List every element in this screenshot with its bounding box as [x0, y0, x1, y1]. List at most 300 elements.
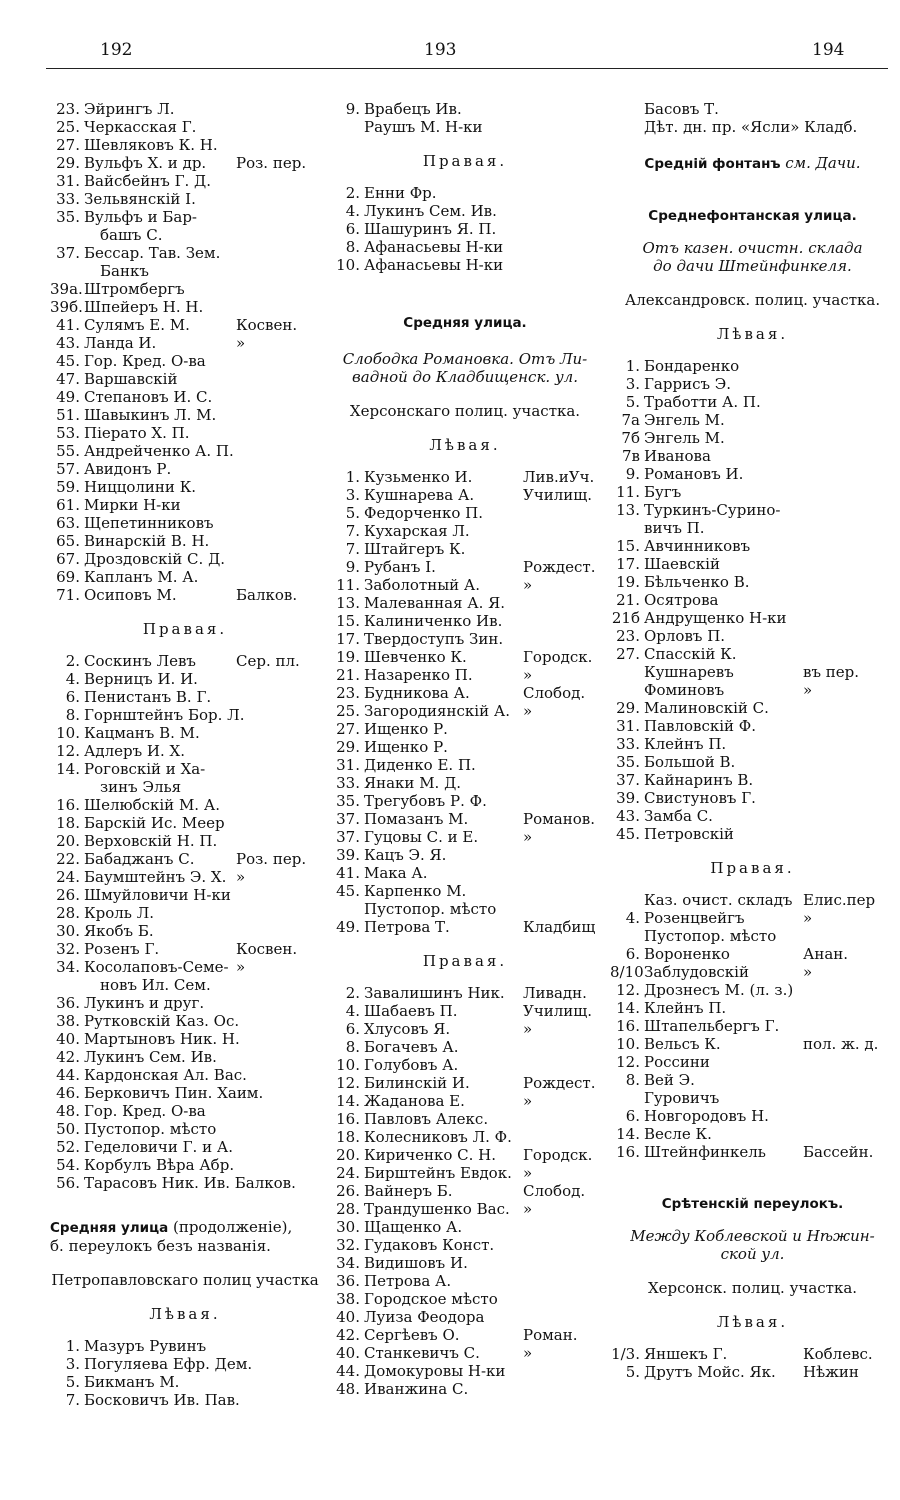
resident-name: Фоминовъ — [644, 681, 725, 699]
description-line: Слободка Романовка. Отъ Ли- — [342, 350, 588, 368]
resident-name: Кацъ Э. Я. — [364, 846, 447, 864]
listing-row — [330, 558, 600, 576]
resident-name: Гуровичъ — [644, 1089, 720, 1107]
page-number-right: 194 — [812, 40, 845, 60]
house-number: 4. — [345, 1002, 360, 1020]
house-number: 5. — [345, 504, 360, 522]
listing-row — [330, 1056, 600, 1074]
house-number: 5. — [625, 393, 640, 411]
street-heading — [50, 1218, 320, 1237]
resident-name: Помазанъ М. — [364, 810, 469, 828]
listing-row — [50, 208, 320, 226]
listing-row — [330, 1290, 600, 1308]
resident-name: Штапельбергъ Г. — [644, 1017, 780, 1035]
resident-name: Бикманъ М. — [84, 1373, 180, 1391]
listing-row — [330, 540, 600, 558]
location-note: » — [523, 1020, 533, 1038]
listing-row — [330, 756, 600, 774]
side-heading: Лѣвая. — [716, 1313, 789, 1331]
listing-row — [330, 1074, 600, 1092]
police-district: Петропавловскаго полиц участка — [51, 1271, 319, 1289]
resident-name: Вайнеръ Б. — [364, 1182, 453, 1200]
resident-name: Друтъ Мойс. Як. — [644, 1363, 776, 1381]
resident-name: Вульфъ Х. и др. — [84, 154, 207, 172]
house-number: 38. — [336, 1290, 360, 1308]
resident-name: Бугъ — [644, 483, 682, 501]
house-number: 41. — [336, 864, 360, 882]
house-number: 43. — [616, 807, 640, 825]
listing-row — [610, 1363, 895, 1381]
house-number: 30. — [336, 1218, 360, 1236]
house-number: 4. — [345, 202, 360, 220]
listing-row — [610, 1053, 895, 1071]
listing-row — [610, 591, 895, 609]
resident-name: Тработти А. П. — [644, 393, 761, 411]
resident-name: Калиниченко Ив. — [364, 612, 503, 630]
house-number: 37. — [56, 244, 80, 262]
listing-row — [50, 976, 320, 994]
resident-name: Пенистанъ В. Г. — [84, 688, 212, 706]
resident-name: Гудаковъ Конст. — [364, 1236, 495, 1254]
resident-name: Жаданова Е. — [364, 1092, 465, 1110]
house-number: 71. — [56, 586, 80, 604]
location-note: Нѣжин — [803, 1363, 859, 1381]
listing-row — [330, 738, 600, 756]
resident-name: Штромбергъ — [84, 280, 185, 298]
listing-row — [330, 864, 600, 882]
house-number: 21б — [611, 609, 640, 627]
resident-name: Клейнъ П. — [644, 735, 727, 753]
house-number: 11. — [336, 576, 360, 594]
listing-row — [50, 262, 320, 280]
listing-row — [610, 927, 895, 945]
house-number: 59. — [56, 478, 80, 496]
listing-row — [330, 1326, 600, 1344]
house-number: 37. — [336, 810, 360, 828]
listing-row — [610, 100, 895, 118]
resident-name: Шаевскій — [644, 555, 720, 573]
resident-name: Берковичъ Пин. Хаим. — [84, 1084, 264, 1102]
resident-name: Тарасовъ Ник. Ив. Балков. — [84, 1174, 296, 1192]
resident-name: Федорченко П. — [364, 504, 484, 522]
house-number: 10. — [56, 724, 80, 742]
house-number: 44. — [336, 1362, 360, 1380]
listing-row — [50, 958, 320, 976]
street-name: Среднефонтанская улица. — [648, 208, 857, 224]
listing-row — [50, 154, 320, 172]
listing-row — [50, 424, 320, 442]
house-number: 13. — [336, 594, 360, 612]
entry-list — [50, 1337, 320, 1409]
location-note: Роз. пер. — [236, 154, 307, 172]
entry-list — [330, 184, 600, 274]
house-number: 7. — [65, 1391, 80, 1409]
location-note: » — [803, 681, 813, 699]
listing-row — [610, 411, 895, 429]
listing-row — [610, 891, 895, 909]
listing-row — [330, 1236, 600, 1254]
resident-name: Ланда И. — [84, 334, 157, 352]
resident-name: Гуцовы С. и Е. — [364, 828, 479, 846]
resident-name: Лукинъ и друг. — [84, 994, 205, 1012]
resident-name: Баумштейнъ Э. Х. — [84, 868, 227, 886]
resident-name: Кушнаревъ — [644, 663, 734, 681]
resident-name: Корбулъ Вѣра Абр. — [84, 1156, 235, 1174]
location-note: Сер. пл. — [236, 652, 300, 670]
house-number: 16. — [616, 1143, 640, 1161]
location-note: Слобод. — [523, 1182, 586, 1200]
resident-name: Осятрова — [644, 591, 719, 609]
listing-row — [50, 652, 320, 670]
resident-name: Піерато Х. П. — [84, 424, 190, 442]
house-number: 1. — [345, 468, 360, 486]
resident-name: Павловскій Ф. — [644, 717, 757, 735]
house-number: 22. — [56, 850, 80, 868]
listing-row — [330, 118, 600, 136]
listing-row — [330, 1272, 600, 1290]
resident-name: Россини — [644, 1053, 710, 1071]
listing-row — [610, 429, 895, 447]
house-number: 21. — [336, 666, 360, 684]
house-number: 14. — [616, 1125, 640, 1143]
listing-row — [330, 576, 600, 594]
house-number: 9. — [345, 100, 360, 118]
listing-row — [50, 118, 320, 136]
resident-name: Шпейеръ Н. Н. — [84, 298, 204, 316]
resident-name: Вайсбейнъ Г. Д. — [84, 172, 212, 190]
entry-list — [330, 984, 600, 1398]
house-number: 32. — [56, 940, 80, 958]
resident-name: Спасскій К. — [644, 645, 737, 663]
resident-name: Пустопор. мѣсто — [84, 1120, 217, 1138]
house-number: 1. — [65, 1337, 80, 1355]
resident-name: Клейнъ П. — [644, 999, 727, 1017]
house-number: 33. — [56, 190, 80, 208]
street-description — [330, 350, 600, 386]
resident-name: Геделовичи Г. и А. — [84, 1138, 233, 1156]
house-number: 40. — [336, 1308, 360, 1326]
listing-row — [330, 828, 600, 846]
resident-name: зинъ Элья — [100, 778, 182, 796]
listing-row — [50, 136, 320, 154]
entry-list — [610, 357, 895, 843]
house-number: 6. — [625, 945, 640, 963]
listing-row — [330, 1164, 600, 1182]
house-number: 8. — [345, 1038, 360, 1056]
listing-row — [50, 388, 320, 406]
listing-row — [50, 850, 320, 868]
house-number: 7. — [345, 522, 360, 540]
resident-name: Назаренко П. — [364, 666, 473, 684]
house-number: 6. — [345, 1020, 360, 1038]
resident-name: Яншекъ Г. — [644, 1345, 728, 1363]
listing-row — [610, 981, 895, 999]
street-heading — [610, 207, 895, 225]
resident-name: Шелюбскій М. А. — [84, 796, 220, 814]
resident-name: вичъ П. — [644, 519, 705, 537]
house-number: 36. — [336, 1272, 360, 1290]
resident-name: Шевченко К. — [364, 648, 467, 666]
listing-row — [330, 1344, 600, 1362]
listing-row — [50, 796, 320, 814]
house-number: 48. — [336, 1380, 360, 1398]
location-note: » — [523, 828, 533, 846]
resident-name: Винарскій В. Н. — [84, 532, 210, 550]
house-number: 35. — [616, 753, 640, 771]
resident-name: Кириченко С. Н. — [364, 1146, 497, 1164]
listing-row — [50, 1102, 320, 1120]
listing-row — [330, 1362, 600, 1380]
house-number: 18. — [336, 1128, 360, 1146]
listing-row — [610, 735, 895, 753]
street-name: Средняя улица — [50, 1220, 169, 1236]
location-note: Городск. — [523, 1146, 593, 1164]
house-number: 11. — [616, 483, 640, 501]
house-number: 6. — [625, 1107, 640, 1125]
location-note: Училищ. — [523, 1002, 592, 1020]
street-heading — [610, 154, 895, 173]
location-note: » — [236, 334, 246, 352]
side-heading: Лѣвая. — [716, 325, 789, 343]
house-number: 33. — [616, 735, 640, 753]
listing-row — [330, 666, 600, 684]
house-number: 7в — [622, 447, 640, 465]
house-number: 25. — [336, 702, 360, 720]
house-number: 40. — [336, 1344, 360, 1362]
listing-row — [50, 406, 320, 424]
street-note: (продолженіе), — [172, 1218, 293, 1236]
location-note: Елис.пер — [803, 891, 876, 909]
listing-row — [610, 447, 895, 465]
resident-name: Будникова А. — [364, 684, 470, 702]
listing-row — [50, 100, 320, 118]
listing-row — [330, 468, 600, 486]
listing-row — [50, 832, 320, 850]
resident-name: Пустопор. мѣсто — [364, 900, 497, 918]
listing-row — [50, 670, 320, 688]
location-note: » — [523, 1200, 533, 1218]
resident-name: Щащенко А. — [364, 1218, 463, 1236]
house-number: 8. — [625, 1071, 640, 1089]
resident-name: Шабаевъ П. — [364, 1002, 458, 1020]
listing-row — [50, 1048, 320, 1066]
listing-row — [50, 352, 320, 370]
street-heading — [610, 1195, 895, 1213]
listing-row — [330, 1146, 600, 1164]
resident-name: Банкъ — [100, 262, 149, 280]
resident-name: Орловъ П. — [644, 627, 726, 645]
resident-name: Вульфъ и Бар- — [84, 208, 197, 226]
resident-name: Бирштейнъ Евдок. — [364, 1164, 512, 1182]
house-number: 23. — [336, 684, 360, 702]
listing-row — [330, 220, 600, 238]
police-district: Херсонск. полиц. участка. — [647, 1279, 858, 1297]
entry-list — [330, 468, 600, 936]
resident-name: Новгородовъ Н. — [644, 1107, 769, 1125]
resident-name: Ниццолини К. — [84, 478, 197, 496]
listing-row — [610, 753, 895, 771]
resident-name: Малеванная А. Я. — [364, 594, 506, 612]
listing-row — [330, 1308, 600, 1326]
column-3 — [610, 100, 895, 1381]
listing-row — [330, 882, 600, 900]
resident-name: Косолаповъ-Семе- — [84, 958, 229, 976]
house-number: 10. — [336, 256, 360, 274]
description-line: Отъ казен. очистн. склада — [642, 239, 863, 257]
listing-row — [330, 1200, 600, 1218]
side-heading: Правая. — [142, 620, 228, 638]
listing-row — [50, 1030, 320, 1048]
location-note: Училищ. — [523, 486, 592, 504]
listing-row — [50, 370, 320, 388]
column-1 — [50, 100, 320, 1409]
resident-name: Верницъ И. И. — [84, 670, 198, 688]
house-number: 26. — [336, 1182, 360, 1200]
resident-name: Видишовъ И. — [364, 1254, 468, 1272]
resident-name: Енни Фр. — [364, 184, 437, 202]
house-number: 43. — [56, 334, 80, 352]
listing-row — [50, 994, 320, 1012]
resident-name: Трегубовъ Р. Ф. — [364, 792, 487, 810]
location-note: въ пер. — [803, 663, 860, 681]
resident-name: Розенцвейгъ — [644, 909, 745, 927]
header-rule — [46, 68, 888, 69]
listing-row — [610, 555, 895, 573]
listing-row — [50, 814, 320, 832]
location-note: Рождест. — [523, 558, 596, 576]
resident-name: Шашуринъ Я. П. — [364, 220, 497, 238]
street-note: см. Дачи. — [785, 154, 861, 172]
column-2 — [330, 100, 600, 1398]
house-number: 21. — [616, 591, 640, 609]
resident-name: Энгель М. — [644, 411, 725, 429]
house-number: 2. — [65, 652, 80, 670]
house-number: 12. — [616, 981, 640, 999]
listing-row — [330, 1092, 600, 1110]
resident-name: Рубанъ I. — [364, 558, 436, 576]
house-number: 20. — [336, 1146, 360, 1164]
location-note: » — [236, 958, 246, 976]
house-number: 42. — [336, 1326, 360, 1344]
listing-row — [330, 774, 600, 792]
listing-row — [610, 681, 895, 699]
house-number: 24. — [56, 868, 80, 886]
resident-name: Павловъ Алекс. — [364, 1110, 489, 1128]
resident-name: Кроль Л. — [84, 904, 154, 922]
house-number: 36. — [56, 994, 80, 1012]
entry-list — [610, 891, 895, 1161]
resident-name: Якобъ Б. — [84, 922, 154, 940]
house-number: 26. — [56, 886, 80, 904]
listing-row — [50, 1391, 320, 1409]
resident-name: Богачевъ А. — [364, 1038, 459, 1056]
resident-name: Капланъ М. А. — [84, 568, 199, 586]
listing-row — [610, 807, 895, 825]
resident-name: Большой В. — [644, 753, 736, 771]
resident-name: Замба С. — [644, 807, 713, 825]
resident-name: Сергѣевъ О. — [364, 1326, 460, 1344]
location-note: » — [523, 1092, 533, 1110]
house-number: 39б. — [50, 298, 83, 316]
resident-name: Карпенко М. — [364, 882, 467, 900]
location-note: » — [803, 963, 813, 981]
listing-row — [330, 100, 600, 118]
resident-name: Авидонъ Р. — [84, 460, 172, 478]
listing-row — [610, 501, 895, 519]
listing-row — [330, 184, 600, 202]
house-number: 10. — [616, 1035, 640, 1053]
listing-row — [50, 172, 320, 190]
resident-name: Дѣт. дн. пр. «Ясли» Кладб. — [644, 118, 858, 136]
house-number: 7. — [345, 540, 360, 558]
house-number: 1/3. — [611, 1345, 640, 1363]
location-note: » — [523, 576, 533, 594]
location-note: Коблевс. — [803, 1345, 873, 1363]
listing-row — [330, 702, 600, 720]
house-number: 57. — [56, 460, 80, 478]
resident-name: Горнштейнъ Бор. Л. — [84, 706, 245, 724]
resident-name: Кушнарева А. — [364, 486, 475, 504]
house-number: 27. — [336, 720, 360, 738]
resident-name: Степановъ И. С. — [84, 388, 213, 406]
listing-row — [330, 1254, 600, 1272]
listing-row — [610, 663, 895, 681]
house-number: 45. — [616, 825, 640, 843]
listing-row — [610, 393, 895, 411]
resident-name: Колесниковъ Л. Ф. — [364, 1128, 512, 1146]
listing-row — [610, 909, 895, 927]
listing-row — [50, 940, 320, 958]
resident-name: Дроздовскій С. Д. — [84, 550, 226, 568]
resident-name: Погуляева Ефр. Дем. — [84, 1355, 253, 1373]
resident-name: Завалишинъ Ник. — [364, 984, 505, 1002]
house-number: 37. — [336, 828, 360, 846]
house-number: 16. — [336, 1110, 360, 1128]
listing-row — [610, 699, 895, 717]
resident-name: Щепетинниковъ — [84, 514, 214, 532]
location-note: Анан. — [803, 945, 849, 963]
house-number: 12. — [336, 1074, 360, 1092]
location-note: Городск. — [523, 648, 593, 666]
listing-row — [330, 202, 600, 220]
house-number: 51. — [56, 406, 80, 424]
house-number: 12. — [616, 1053, 640, 1071]
listing-row — [610, 963, 895, 981]
listing-row — [50, 532, 320, 550]
listing-row — [330, 486, 600, 504]
entry-list — [610, 100, 895, 136]
listing-row — [610, 1107, 895, 1125]
resident-name: Диденко Е. П. — [364, 756, 476, 774]
listing-row — [610, 645, 895, 663]
side-heading: Правая. — [422, 952, 508, 970]
house-number: 63. — [56, 514, 80, 532]
house-number: 30. — [56, 922, 80, 940]
resident-name: Мирки Н-ки — [84, 496, 181, 514]
house-number: 54. — [56, 1156, 80, 1174]
listing-row — [50, 568, 320, 586]
house-number: 8. — [65, 706, 80, 724]
house-number: 5. — [625, 1363, 640, 1381]
listing-row — [50, 190, 320, 208]
resident-name: Янаки М. Д. — [364, 774, 462, 792]
house-number: 4. — [625, 909, 640, 927]
resident-name: Басовъ Т. — [644, 100, 719, 118]
listing-row — [610, 537, 895, 555]
listing-row — [330, 810, 600, 828]
house-number: 65. — [56, 532, 80, 550]
resident-name: Осиповъ М. — [84, 586, 177, 604]
